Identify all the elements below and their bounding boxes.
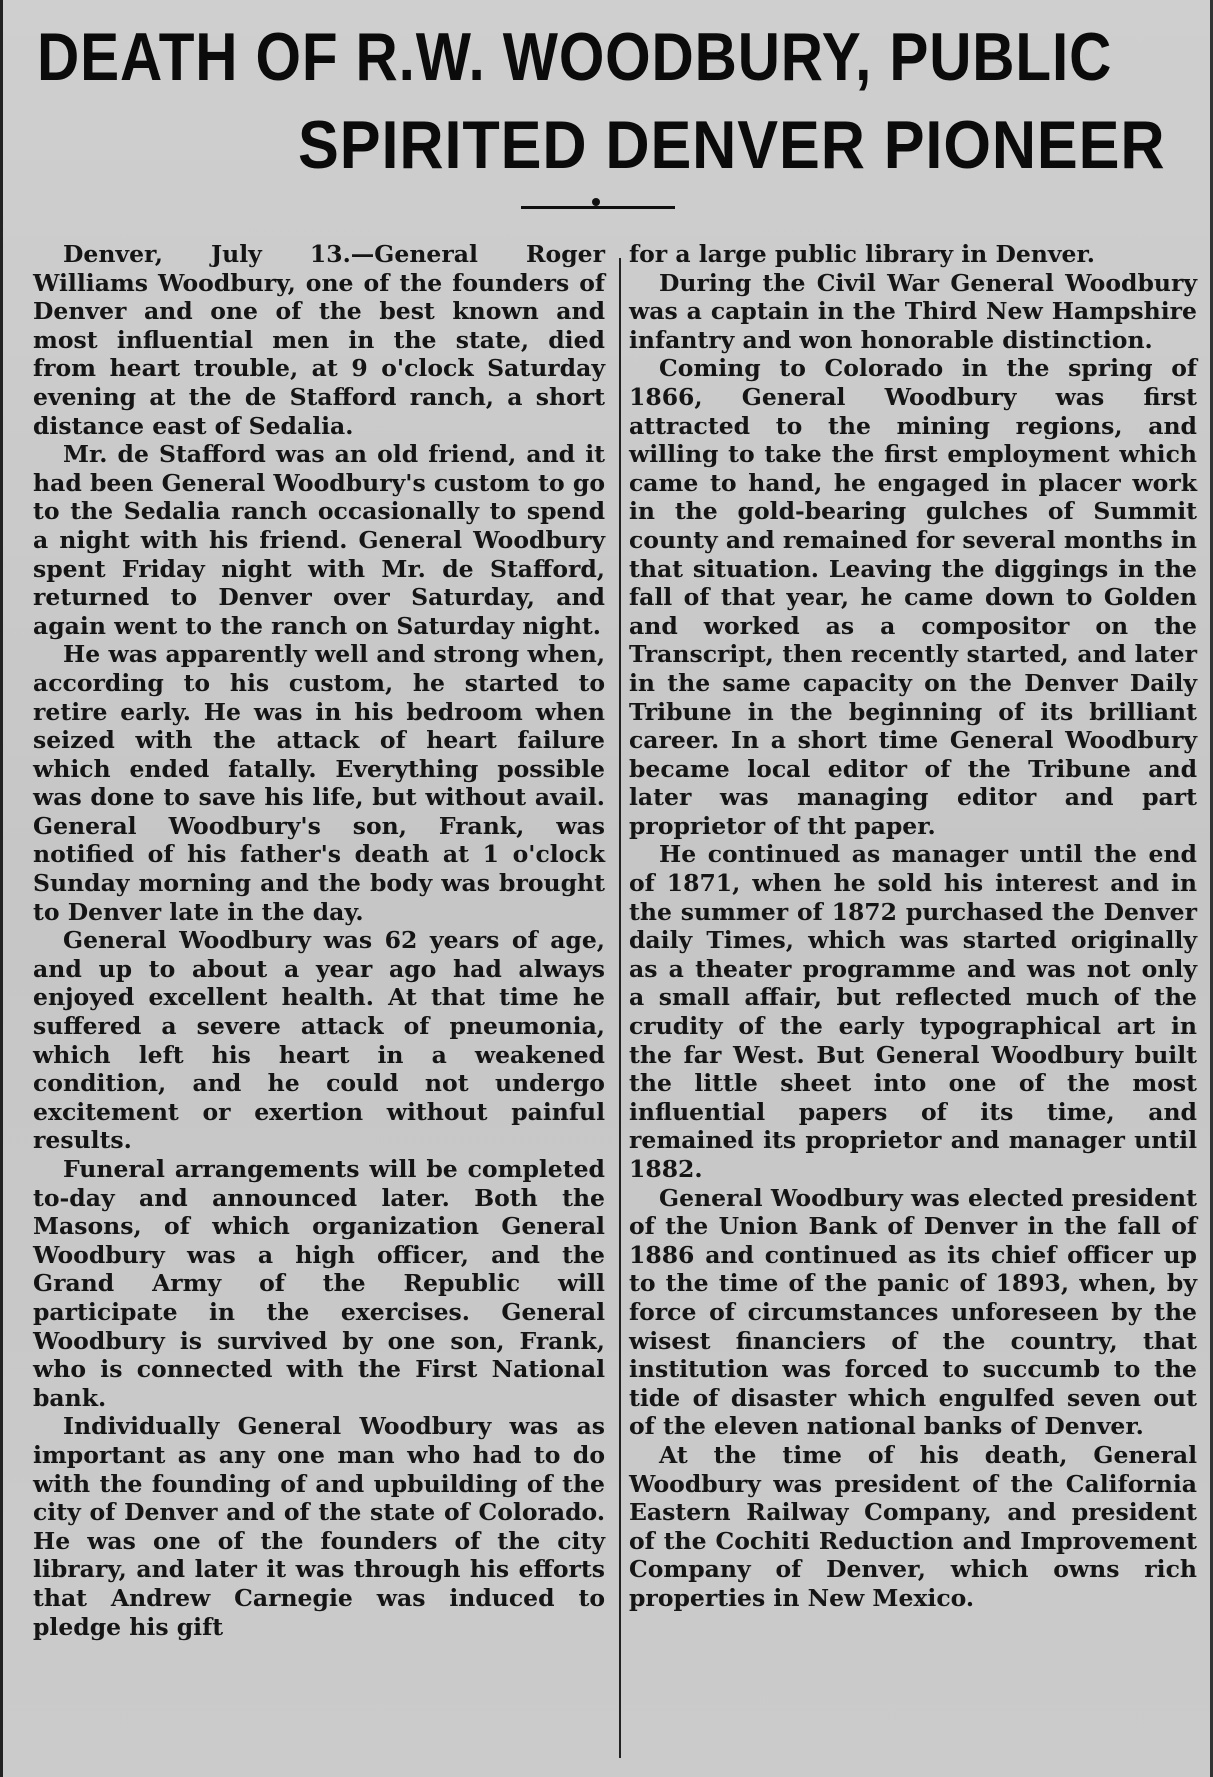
paragraph: Funeral arrangements will be completed to-day and announced later. Both the Masons, of which organization General Woodbury was a high officer, and the Grand Army of the Republic will participate in the exercises. General Woodbury is survived by one son, Frank, who is connected with the First National bank.	[33, 1155, 605, 1412]
headline-line-1: DEATH OF R.W. WOODBURY, PUBLIC	[37, 19, 1113, 95]
paragraph: At the time of his death, General Woodbury was president of the California Eastern Railway Company, and president of the Cochiti Reduction and Improvement Company of Denver, which owns rich properties in New Mexico.	[629, 1440, 1197, 1612]
headline-rule	[521, 206, 675, 209]
left-column	[33, 240, 605, 1641]
paragraph: General Woodbury was elected president of the Union Bank of Denver in the fall of 1886 and continued as its chief officer up to the time of the panic of 1893, when, by force of circumstances unforeseen by the wisest financiers of the country, that institution was forced to succumb to the tide of disaster which engulfed seven out of the eleven national banks of Denver.	[629, 1183, 1197, 1441]
paragraph: Denver, July 13.—General Roger Williams Woodbury, one of the founders of Denver and one of the best known and most influential men in the state, died from heart trouble, at 9 o'clock Saturday evening at the de Stafford ranch, a short distance east of Sedalia.	[33, 240, 605, 440]
headline-rule-dot	[592, 198, 600, 206]
paragraph: Mr. de Stafford was an old friend, and it had been General Woodbury's custom to go to the Sedalia ranch occasionally to spend a night with his friend. General Woodbury spent Friday night with Mr. de Stafford, returned to Denver over Saturday, and again went to the ranch on Saturday night.	[33, 440, 605, 640]
paragraph: General Woodbury was 62 years of age, and up to about a year ago had always enjoyed excellent health. At that time he suffered a severe attack of pneumonia, which left his heart in a weakened condition, and he could not undergo excitement or exertion without painful results.	[33, 926, 605, 1155]
paragraph-continuation: for a large public library in Denver.	[629, 240, 1095, 268]
paragraph: He continued as manager until the end of 1871, when he sold his interest and in the summer of 1872 purchased the Denver daily Times, which was started originally as a theater programme and was not only a small affair, but reflected much of the crudity of the early typographical art in the far West. But General Woodbury built the little sheet into one of the most influential papers of its time, and remained its proprietor and manager until 1882.	[629, 840, 1197, 1183]
headline-line-2: SPIRITED DENVER PIONEER	[298, 107, 1166, 183]
paragraph: During the Civil War General Woodbury was a captain in the Third New Hampshire infantry and won honorable distinction.	[629, 268, 1197, 354]
right-column	[629, 240, 1197, 1613]
paragraph: He was apparently well and strong when, according to his custom, he started to retire early. He was in his bedroom when seized with the attack of heart failure which ended fatally. Everything possible was done to save his life, but without avail. General Woodbury's son, Frank, was notified of his father's death at 1 o'clock Sunday morning and the body was brought to Denver late in the day.	[33, 640, 605, 926]
column-divider	[619, 258, 621, 1758]
paragraph: Coming to Colorado in the spring of 1866, General Woodbury was first attracted to the mining regions, and willing to take the first employment which came to hand, he engaged in placer work in the gold-bearing gulches of Summit county and remained for several months in that situation. Leaving the diggings in the fall of that year, he came down to Golden and worked as a compositor on the Transcript, then recently started, and later in the same capacity on the Denver Daily Tribune in the beginning of its brilliant career. In a short time General Woodbury became local editor of the Tribune and later was managing editor and part proprietor of tht paper.	[629, 354, 1197, 840]
paragraph: Individually General Woodbury was as important as any one man who had to do with the founding of and upbuilding of the city of Denver and of the state of Colorado. He was one of the founders of the city library, and later it was through his efforts that Andrew Carnegie was induced to pledge his gift	[33, 1412, 605, 1641]
